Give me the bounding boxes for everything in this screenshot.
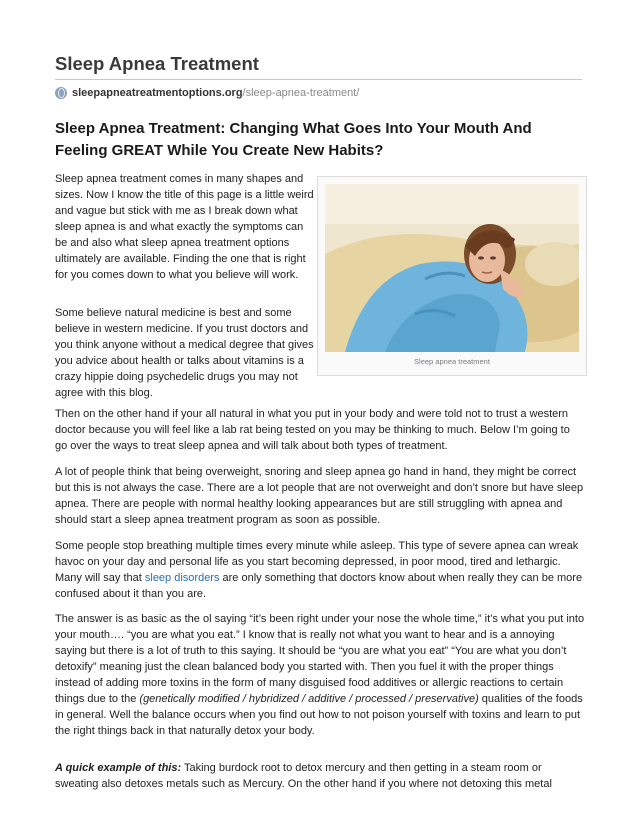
paragraph-5: [55, 538, 585, 602]
title-divider: [55, 79, 582, 80]
paragraph-7-text: Taking burdock root to detox mercury and then getting in a steam room or sweating also detoxes metals such as Mercury. On the other hand if you where not detoxing this metal: [55, 762, 552, 790]
source-path[interactable]: /sleep-apnea-treatment/: [242, 87, 360, 99]
globe-icon: [55, 87, 67, 99]
paragraph-6-text-b: qualities of the foods in general. Well the balance occurs when you find out how to not poison yourself with toxins and learn to put the right things back in that naturally detox your body.: [55, 693, 583, 737]
sleep-disorders-link[interactable]: sleep disorders: [144, 572, 220, 584]
source-url[interactable]: [55, 86, 359, 100]
article-figure: [317, 176, 587, 376]
woman-on-couch-illustration: [325, 184, 579, 352]
image-caption: Sleep apnea treatment: [414, 357, 490, 366]
paragraph-2: Some believe natural medicine is best and some believe in western medicine. If you trust doctors and you think anyone without a medical degree that gives you advice about health or talks about vitamins is a crazy hippie doing psychedelic drugs you may not agree with this blog.: [55, 307, 314, 399]
paragraph-6-italic: (genetically modified / hybridized / additive / processed / preservative): [139, 693, 479, 705]
paragraph-6: [55, 611, 585, 739]
paragraph-1: Sleep apnea treatment comes in many shapes and sizes. Now I know the title of this page is a little weird and vague but stick with me as I break down what sleep apnea is and what exactly the symptoms can be and also what sleep apnea treatment options ultimately are available. Finding the one that is right for you comes down to what you believe will work.: [55, 173, 314, 281]
source-domain[interactable]: sleepapneatreatmentoptions.org: [72, 87, 243, 99]
paragraph-7: [55, 760, 585, 792]
paragraph-5-text-a: Some people stop breathing multiple times every minute while asleep. This type of severe apnea can wreak havoc on your day and personal life as you start becoming depressed, in poor mood, tired and lethargic. Many will say that: [55, 540, 579, 584]
article-photo: [325, 184, 579, 352]
paragraph-4: A lot of people think that being overweight, snoring and sleep apnea go hand in hand, they might be correct but this is not always the case. There are a lot people that are not overweight and don’t snore but have sleep apnea. There are people with normal healthy looking appearances but are still struggling with apnea and should start a sleep apnea treatment program as soon as possible.: [55, 466, 584, 526]
paragraph-6-text-a: The answer is as basic as the ol saying “it’s been right under your nose the whole time,” it’s what you put into your mouth…. “you are what you eat.” I know that is really not what you want to hear and is a annoying saying but there is a lot of truth to this saying. It should be “you are what you eat” “You are what you don’t detoxify” meaning just the clean balanced body you started with. Then you fuel it with the proper things instead of adding more toxins in the form of many disguised food additives or allergic reactions to certain things due to the: [55, 613, 585, 705]
site-title: Sleep Apnea Treatment: [55, 53, 259, 74]
paragraph-3: Then on the other hand if your all natural in what you put in your body and were told not to trust a western doctor because you will feel like a lab rat being tested on you may be thinking to much. Below I’m going to go over the ways to treat sleep apnea and will talk about both types of treatment.: [55, 408, 570, 452]
article-headline: Sleep Apnea Treatment: Changing What Goes Into Your Mouth And Feeling GREAT While You Create New Habits?: [55, 120, 532, 159]
paragraph-5-text-b: are only something that doctors know about when really they can be more confused about it than you are.: [55, 572, 583, 600]
quick-example-label: A quick example of this:: [55, 762, 182, 774]
